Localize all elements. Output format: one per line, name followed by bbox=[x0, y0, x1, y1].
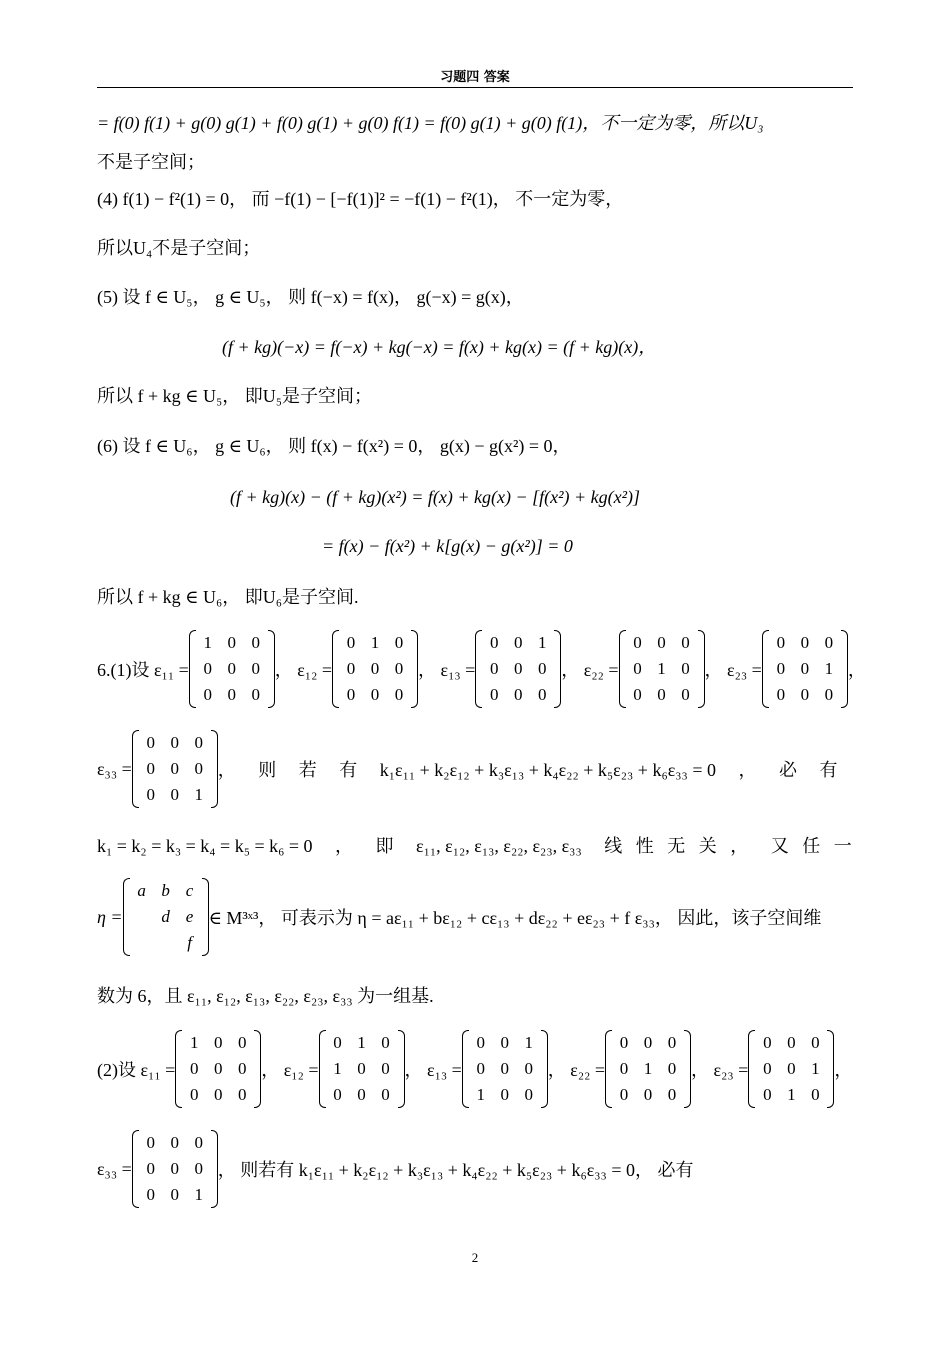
p61-matrix-row bbox=[97, 630, 866, 708]
matrix-cell: 0 bbox=[203, 659, 212, 678]
matrix-cell: 0 bbox=[170, 759, 180, 778]
matrix-b-epsilon11 bbox=[175, 1030, 261, 1108]
matrix-b-epsilon33 bbox=[132, 1130, 218, 1208]
p61-end-comma: ， bbox=[847, 660, 866, 680]
matrix-cell: 1 bbox=[370, 633, 380, 652]
matrix-cell: 0 bbox=[811, 1085, 820, 1104]
matrix-cell: 0 bbox=[619, 1033, 629, 1052]
matrix-cell: 0 bbox=[524, 1085, 534, 1104]
matrix-cell: 1 bbox=[203, 633, 212, 652]
matrix-cell: a bbox=[137, 881, 146, 900]
matrix-cell: 0 bbox=[811, 1033, 820, 1052]
matrix-cell: 0 bbox=[538, 659, 547, 678]
matrix-cell: 0 bbox=[227, 685, 236, 704]
matrix-cell: 0 bbox=[500, 1059, 510, 1078]
matrix-cell: 1 bbox=[194, 785, 204, 804]
matrix-cell: f bbox=[187, 933, 192, 952]
page-number: 2 bbox=[471, 1250, 479, 1265]
matrix-cell: 0 bbox=[214, 1085, 223, 1104]
matrix-cell: 0 bbox=[643, 1033, 653, 1052]
text-subspace-u6: 所以 f + kg ∈ U₆， 即U₆是子空间. bbox=[97, 587, 359, 607]
matrix-cell: 0 bbox=[146, 1133, 156, 1152]
matrix-cell: 0 bbox=[763, 1033, 772, 1052]
matrix-eta bbox=[123, 878, 209, 956]
p62-label-e33: ε₃₃ = bbox=[97, 1158, 132, 1179]
matrix-cell: 0 bbox=[203, 685, 212, 704]
matrix-cell: b bbox=[161, 881, 170, 900]
matrix-cell: 0 bbox=[476, 1033, 486, 1052]
matrix-cell: 0 bbox=[490, 659, 499, 678]
text-not-subspace-u3: 不是子空间； bbox=[97, 152, 205, 172]
header-rule bbox=[97, 87, 853, 88]
matrix-cell: 1 bbox=[657, 659, 666, 678]
matrix-cell: 0 bbox=[514, 633, 523, 652]
matrix-cell: d bbox=[161, 907, 170, 926]
matrix-cell: 0 bbox=[238, 1033, 247, 1052]
item-5-line: (5) 设 f ∈ U₅， g ∈ U₅， 则 f(−x) = f(x)， g(−x) = g(x)， bbox=[97, 287, 524, 307]
matrix-cell: 0 bbox=[633, 633, 642, 652]
matrix-cell: 1 bbox=[333, 1059, 342, 1078]
matrix-cell: 0 bbox=[346, 685, 356, 704]
matrix-cell: 0 bbox=[787, 1059, 796, 1078]
p62-label-e22: ， ε₂₂ = bbox=[547, 1060, 606, 1080]
text-not-subspace-u4: 所以U₄不是子空间； bbox=[97, 238, 261, 258]
p61-label-e23: ， ε₂₃ = bbox=[704, 660, 762, 680]
text-subspace-u5: 所以 f + kg ∈ U₅， 即U₅是子空间； bbox=[97, 386, 373, 406]
matrix-cell: 0 bbox=[194, 1159, 204, 1178]
matrix-cell: 0 bbox=[214, 1033, 223, 1052]
matrix-epsilon11 bbox=[189, 630, 275, 708]
matrix-cell: 0 bbox=[146, 1185, 156, 1204]
matrix-cell: 0 bbox=[381, 1033, 390, 1052]
matrix-cell: 0 bbox=[146, 733, 156, 752]
matrix-epsilon13 bbox=[475, 630, 561, 708]
matrix-cell: 0 bbox=[346, 659, 356, 678]
p61-eta-row bbox=[97, 878, 821, 956]
p62-label-e23: ， ε₂₃ = bbox=[691, 1060, 749, 1080]
matrix-cell: 0 bbox=[381, 1085, 390, 1104]
matrix-cell: 0 bbox=[619, 1059, 629, 1078]
p62-condition-row bbox=[97, 1130, 693, 1208]
matrix-cell: 0 bbox=[146, 759, 156, 778]
p61-condition: ， 则 若 有 k₁ε₁₁ + k₂ε₁₂ + k₃ε₁₃ + k₄ε₂₂ + k₅ε₂₃ + k₆ε₃₃ = 0 ， 必 有 bbox=[217, 760, 838, 780]
matrix-cell: 0 bbox=[490, 685, 499, 704]
matrix-cell: 0 bbox=[357, 1085, 366, 1104]
matrix-cell: 0 bbox=[824, 633, 834, 652]
matrix-cell: 0 bbox=[800, 659, 810, 678]
matrix-cell: 0 bbox=[514, 685, 523, 704]
p62-matrix-row bbox=[97, 1030, 852, 1108]
matrix-cell: 0 bbox=[194, 733, 204, 752]
matrix-cell: 0 bbox=[381, 1059, 390, 1078]
matrix-cell bbox=[130, 904, 154, 930]
matrix-epsilon22 bbox=[619, 630, 705, 708]
matrix-cell: 0 bbox=[681, 633, 690, 652]
p62-condition: ， 则若有 k₁ε₁₁ + k₂ε₁₂ + k₃ε₁₃ + k₄ε₂₂ + k₅ε₂₃ + k₆ε₃₃ = 0， 必有 bbox=[217, 1160, 694, 1180]
matrix-cell: 0 bbox=[394, 685, 404, 704]
p62-prefix: (2)设 ε₁₁ = bbox=[97, 1060, 176, 1080]
p61-label-e33: ε₃₃ = bbox=[97, 758, 132, 779]
matrix-cell: 1 bbox=[824, 659, 834, 678]
matrix-cell: 0 bbox=[238, 1085, 247, 1104]
matrix-cell: 0 bbox=[194, 759, 204, 778]
p61-condition-row bbox=[97, 730, 837, 808]
matrix-cell: 0 bbox=[633, 659, 642, 678]
matrix-cell: 1 bbox=[357, 1033, 366, 1052]
matrix-cell: 1 bbox=[538, 633, 547, 652]
matrix-cell: 0 bbox=[357, 1059, 366, 1078]
matrix-cell: 0 bbox=[251, 659, 260, 678]
matrix-cell: 0 bbox=[776, 633, 786, 652]
p61-label-e12: ， ε₁₂ = bbox=[274, 660, 333, 680]
matrix-cell: 0 bbox=[500, 1033, 510, 1052]
matrix-cell: 0 bbox=[824, 685, 834, 704]
matrix-cell: 0 bbox=[170, 1185, 180, 1204]
matrix-cell: 0 bbox=[370, 685, 380, 704]
matrix-cell: 0 bbox=[800, 633, 810, 652]
matrix-cell: 0 bbox=[333, 1085, 342, 1104]
matrix-cell: 1 bbox=[787, 1085, 796, 1104]
matrix-cell: 0 bbox=[667, 1085, 677, 1104]
matrix-cell: 0 bbox=[146, 785, 156, 804]
matrix-cell: 0 bbox=[800, 685, 810, 704]
matrix-cell: 0 bbox=[667, 1033, 677, 1052]
eta-label: η = bbox=[97, 906, 123, 927]
p61-independence: k₁ = k₂ = k₃ = k₄ = k₅ = k₆ = 0 ， 即 ε₁₁, ε₁₂, ε₁₃, ε₂₂, ε₂₃, ε₃₃ 线 性 无 关 ， 又 任 一 bbox=[97, 836, 852, 856]
p62-end-comma: ， bbox=[834, 1060, 853, 1080]
matrix-cell: 0 bbox=[394, 659, 404, 678]
matrix-cell: 0 bbox=[476, 1059, 486, 1078]
p62-label-e12: ， ε₁₂ = bbox=[261, 1060, 319, 1080]
matrix-cell: 0 bbox=[190, 1085, 199, 1104]
p61-prefix: 6.(1)设 ε₁₁ = bbox=[97, 660, 189, 680]
matrix-epsilon23 bbox=[762, 630, 848, 708]
matrix-cell: 0 bbox=[214, 1059, 223, 1078]
matrix-cell: 0 bbox=[251, 633, 260, 652]
eta-representation: ∈ M³ˣ³， 可表示为 η = aε₁₁ + bε₁₂ + cε₁₃ + dε₂₂ + eε₂₃ + f ε₃₃， 因此，该子空间维 bbox=[208, 908, 822, 928]
item-6-equation-2: = f(x) − f(x²) + k[g(x) − g(x²)] = 0 bbox=[322, 536, 573, 556]
matrix-cell bbox=[130, 930, 154, 956]
matrix-cell: 0 bbox=[190, 1059, 199, 1078]
item-5-equation: (f + kg)(−x) = f(−x) + kg(−x) = f(x) + kg(x) = (f + kg)(x)， bbox=[222, 337, 657, 357]
matrix-cell: 1 bbox=[476, 1085, 486, 1104]
matrix-b-epsilon22 bbox=[605, 1030, 691, 1108]
matrix-cell: 0 bbox=[657, 633, 666, 652]
matrix-cell: 1 bbox=[524, 1033, 534, 1052]
matrix-cell: e bbox=[185, 907, 194, 926]
matrix-cell: 1 bbox=[190, 1033, 199, 1052]
matrix-cell: 0 bbox=[538, 685, 547, 704]
matrix-cell: 0 bbox=[394, 633, 404, 652]
matrix-cell: 0 bbox=[170, 733, 180, 752]
matrix-cell: 0 bbox=[657, 685, 666, 704]
matrix-cell: 0 bbox=[763, 1059, 772, 1078]
item-6-line: (6) 设 f ∈ U₆， g ∈ U₆， 则 f(x) − f(x²) = 0， g(x) − g(x²) = 0， bbox=[97, 436, 571, 456]
matrix-cell: 0 bbox=[776, 685, 786, 704]
matrix-cell: 0 bbox=[490, 633, 499, 652]
matrix-cell: 0 bbox=[170, 1159, 180, 1178]
matrix-b-epsilon12 bbox=[319, 1030, 405, 1108]
matrix-cell bbox=[154, 930, 178, 956]
matrix-cell: 0 bbox=[633, 685, 642, 704]
matrix-cell: 0 bbox=[346, 633, 356, 652]
matrix-cell: 1 bbox=[194, 1185, 204, 1204]
p61-label-e13: ， ε₁₃ = bbox=[418, 660, 476, 680]
matrix-epsilon12 bbox=[332, 630, 418, 708]
matrix-cell: 0 bbox=[763, 1085, 772, 1104]
matrix-cell: 0 bbox=[787, 1033, 796, 1052]
matrix-cell: 0 bbox=[146, 1159, 156, 1178]
matrix-cell: 0 bbox=[643, 1085, 653, 1104]
p61-label-e22: ， ε₂₂ = bbox=[561, 660, 619, 680]
matrix-cell: 0 bbox=[667, 1059, 677, 1078]
matrix-epsilon33 bbox=[132, 730, 218, 808]
matrix-b-epsilon23 bbox=[748, 1030, 834, 1108]
matrix-cell: 0 bbox=[170, 1133, 180, 1152]
running-header: 习题四 答案 bbox=[440, 70, 510, 85]
matrix-cell: 0 bbox=[238, 1059, 247, 1078]
item-4-line: (4) f(1) − f²(1) = 0， 而 −f(1) − [−f(1)]² = −f(1) − f²(1)， 不一定为零， bbox=[97, 189, 624, 209]
matrix-cell: 1 bbox=[643, 1059, 653, 1078]
p62-label-e13: ， ε₁₃ = bbox=[404, 1060, 462, 1080]
p61-dimension: 数为 6，且 ε₁₁, ε₁₂, ε₁₃, ε₂₂, ε₂₃, ε₃₃ 为一组基. bbox=[97, 986, 434, 1006]
matrix-cell: 0 bbox=[500, 1085, 510, 1104]
matrix-cell: 0 bbox=[776, 659, 786, 678]
matrix-cell: 0 bbox=[194, 1133, 204, 1152]
matrix-cell: c bbox=[185, 881, 194, 900]
matrix-cell: 0 bbox=[681, 685, 690, 704]
matrix-cell: 0 bbox=[370, 659, 380, 678]
matrix-cell: 0 bbox=[170, 785, 180, 804]
matrix-cell: 1 bbox=[811, 1059, 820, 1078]
matrix-cell: 0 bbox=[227, 633, 236, 652]
matrix-cell: 0 bbox=[251, 685, 260, 704]
matrix-cell: 0 bbox=[514, 659, 523, 678]
matrix-cell: 0 bbox=[619, 1085, 629, 1104]
item-6-equation-1: (f + kg)(x) − (f + kg)(x²) = f(x) + kg(x) − [f(x²) + kg(x²)] bbox=[230, 487, 641, 507]
eq-line-u3: = f(0) f(1) + g(0) g(1) + f(0) g(1) + g(0) f(1) = f(0) g(1) + g(0) f(1)，不一定为零，所以U₃ bbox=[97, 113, 764, 133]
matrix-cell: 0 bbox=[227, 659, 236, 678]
matrix-cell: 0 bbox=[681, 659, 690, 678]
matrix-cell: 0 bbox=[333, 1033, 342, 1052]
matrix-cell: 0 bbox=[524, 1059, 534, 1078]
matrix-b-epsilon13 bbox=[462, 1030, 548, 1108]
